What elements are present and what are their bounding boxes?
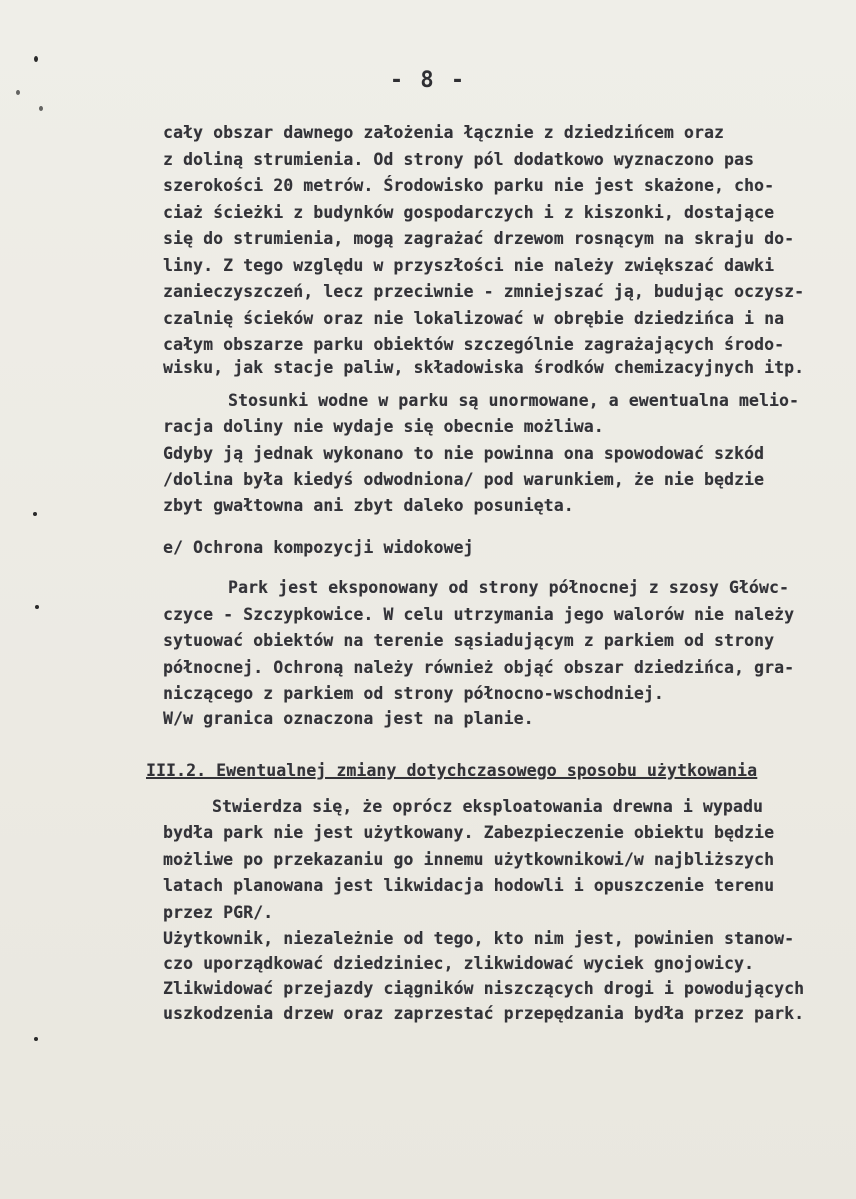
margin-punch-mark [39, 106, 43, 111]
text-line: niczącego z parkiem od strony północno-wschodniej. [163, 684, 664, 703]
text-line: zanieczyszczeń, lecz przeciwnie - zmniejszać ją, budując oczysz- [163, 282, 805, 301]
margin-punch-mark [34, 1037, 38, 1041]
text-line: Zlikwidować przejazdy ciągników niszczących drogi i powodujących [163, 979, 805, 998]
text-line: czyce - Szczypkowice. W celu utrzymania jego walorów nie należy [163, 605, 795, 624]
text-line: przez PGR/. [163, 903, 274, 922]
section-heading: III.2. Ewentualnej zmiany dotychczasowego sposobu użytkowania [146, 761, 758, 780]
text-line: Park jest eksponowany od strony północnej z szosy Główc- [228, 578, 790, 597]
text-line: wisku, jak stacje paliw, składowiska środków chemizacyjnych itp. [163, 358, 805, 377]
text-line: W/w granica oznaczona jest na planie. [163, 709, 534, 728]
text-line: liny. Z tego względu w przyszłości nie należy zwiększać dawki [163, 256, 775, 275]
text-line: sytuować obiektów na terenie sąsiadującym z parkiem od strony [163, 631, 775, 650]
text-line: Gdyby ją jednak wykonano to nie powinna ona spowodować szkód [163, 444, 765, 463]
section-subheading: e/ Ochrona kompozycji widokowej [163, 538, 474, 557]
text-line: możliwe po przekazaniu go innemu użytkownikowi/w najbliższych [163, 850, 775, 869]
text-line: zbyt gwałtowna ani zbyt daleko posunięta. [163, 496, 574, 515]
margin-punch-mark [35, 605, 39, 609]
margin-punch-mark [33, 512, 37, 516]
text-line: całym obszarze parku obiektów szczególnie zagrażających środo- [163, 335, 785, 354]
text-line: uszkodzenia drzew oraz zaprzestać przepędzania bydła przez park. [163, 1004, 805, 1023]
text-line: racja doliny nie wydaje się obecnie możliwa. [163, 417, 604, 436]
text-line: Użytkownik, niezależnie od tego, kto nim jest, powinien stanow- [163, 929, 795, 948]
text-line: północnej. Ochroną należy również objąć obszar dziedzińca, gra- [163, 658, 795, 677]
page-number: - 8 - [389, 68, 467, 93]
margin-punch-mark [34, 56, 38, 62]
text-line: bydła park nie jest użytkowany. Zabezpieczenie obiektu będzie [163, 823, 775, 842]
text-line: Stosunki wodne w parku są unormowane, a ewentualna melio- [228, 391, 800, 410]
text-line: czalnię ścieków oraz nie lokalizować w obrębie dziedzińca i na [163, 309, 785, 328]
text-line: Stwierdza się, że oprócz eksploatowania drewna i wypadu [212, 797, 763, 816]
text-line: czo uporządkować dziedziniec, zlikwidować wyciek gnojowicy. [163, 954, 755, 973]
text-line: szerokości 20 metrów. Środowisko parku nie jest skażone, cho- [163, 176, 775, 195]
text-line: ciaż ścieżki z budynków gospodarczych i z kiszonki, dostające [163, 203, 775, 222]
text-line: cały obszar dawnego założenia łącznie z dziedzińcem oraz [163, 123, 725, 142]
text-line: się do strumienia, mogą zagrażać drzewom rosnącym na skraju do- [163, 229, 795, 248]
text-line: z doliną strumienia. Od strony pól dodatkowo wyznaczono pas [163, 150, 755, 169]
text-line: /dolina była kiedyś odwodniona/ pod warunkiem, że nie będzie [163, 470, 765, 489]
text-line: latach planowana jest likwidacja hodowli i opuszczenie terenu [163, 876, 775, 895]
